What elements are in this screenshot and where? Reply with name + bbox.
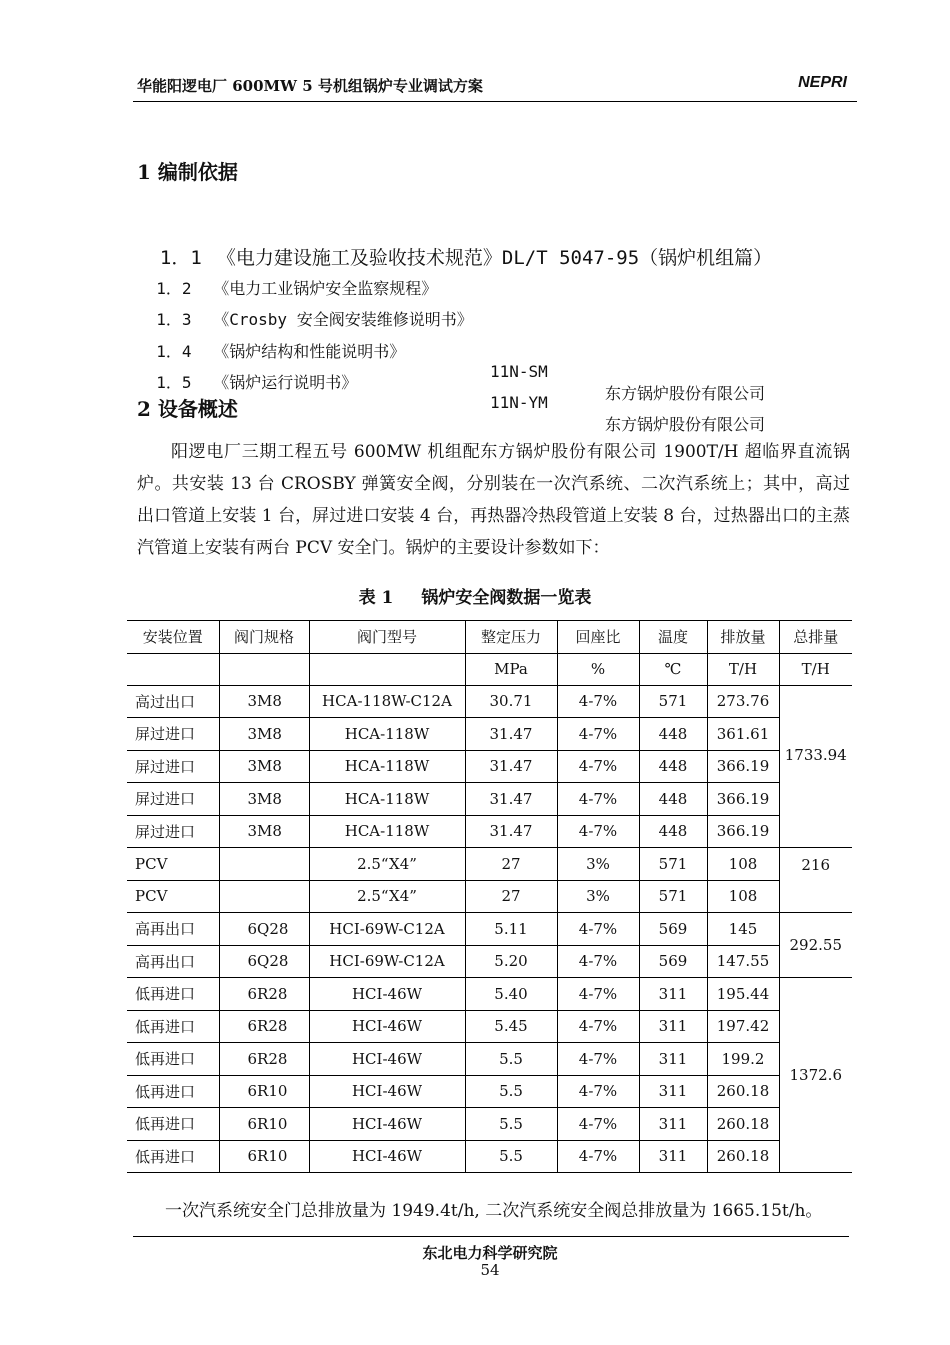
cell-temperature: 311 <box>639 1075 707 1108</box>
cell-model: HCA-118W-C12A <box>309 685 465 718</box>
cell-spec <box>219 848 309 881</box>
table-row <box>127 815 852 848</box>
cell-location: 低再进口 <box>127 1010 219 1043</box>
cell-ratio: 4-7% <box>557 945 639 978</box>
cell-location: 高再出口 <box>127 945 219 978</box>
cell-discharge: 273.76 <box>707 685 779 718</box>
cell-pressure: 27 <box>465 848 557 881</box>
cell-model: HCA-118W <box>309 815 465 848</box>
cell-pressure: 5.5 <box>465 1075 557 1108</box>
cell-location: 屏过进口 <box>127 815 219 848</box>
cell-model: HCA-118W <box>309 718 465 751</box>
cell-temperature: 569 <box>639 913 707 946</box>
cell-location: 高再出口 <box>127 913 219 946</box>
cell-model: HCA-118W <box>309 750 465 783</box>
cell-temperature: 311 <box>639 1043 707 1076</box>
cell-discharge: 197.42 <box>707 1010 779 1043</box>
cell-temperature: 311 <box>639 1108 707 1141</box>
cell-discharge: 366.19 <box>707 783 779 816</box>
column-header: 安装位置 <box>127 621 219 654</box>
cell-discharge: 366.19 <box>707 815 779 848</box>
cell-spec: 6Q28 <box>219 913 309 946</box>
table-row <box>127 1108 852 1141</box>
cell-discharge: 260.18 <box>707 1108 779 1141</box>
cell-model: HCI-46W <box>309 1108 465 1141</box>
cell-pressure: 31.47 <box>465 815 557 848</box>
reference-title: 《锅炉结构和性能说明书》 <box>213 342 406 361</box>
cell-model: HCI-69W-C12A <box>309 945 465 978</box>
reference-number: 1．1 <box>159 247 202 269</box>
cell-spec: 6R28 <box>219 978 309 1011</box>
cell-location: PCV <box>127 880 219 913</box>
cell-model: HCA-118W <box>309 783 465 816</box>
cell-discharge: 195.44 <box>707 978 779 1011</box>
cell-spec: 3M8 <box>219 783 309 816</box>
cell-total-discharge: 1733.94 <box>779 685 852 848</box>
cell-model: HCI-46W <box>309 1010 465 1043</box>
cell-spec: 6R28 <box>219 1043 309 1076</box>
reference-code: 11N-YM <box>490 393 548 412</box>
cell-ratio: 3% <box>557 848 639 881</box>
cell-total-discharge: 292.55 <box>779 913 852 978</box>
cell-pressure: 30.71 <box>465 685 557 718</box>
cell-temperature: 448 <box>639 815 707 848</box>
cell-ratio: 4-7% <box>557 1010 639 1043</box>
cell-location: 屏过进口 <box>127 718 219 751</box>
cell-discharge: 361.61 <box>707 718 779 751</box>
reference-number: 1．2 <box>156 279 192 298</box>
reference-org: 东方锅炉股份有限公司 <box>605 415 766 434</box>
unit-cell: T/H <box>779 653 852 685</box>
page-number: 54 <box>480 1261 500 1279</box>
cell-spec: 3M8 <box>219 750 309 783</box>
cell-temperature: 571 <box>639 685 707 718</box>
cell-pressure: 5.20 <box>465 945 557 978</box>
cell-pressure: 5.11 <box>465 913 557 946</box>
cell-ratio: 4-7% <box>557 1043 639 1076</box>
cell-temperature: 448 <box>639 783 707 816</box>
cell-ratio: 4-7% <box>557 1075 639 1108</box>
cell-total-discharge: 216 <box>779 848 852 913</box>
column-header: 整定压力 <box>465 621 557 654</box>
cell-pressure: 5.5 <box>465 1043 557 1076</box>
cell-temperature: 569 <box>639 945 707 978</box>
cell-ratio: 4-7% <box>557 978 639 1011</box>
cell-location: 高过出口 <box>127 685 219 718</box>
cell-location: 低再进口 <box>127 978 219 1011</box>
cell-temperature: 448 <box>639 750 707 783</box>
column-header: 总排量 <box>779 621 852 654</box>
cell-temperature: 311 <box>639 978 707 1011</box>
cell-pressure: 5.45 <box>465 1010 557 1043</box>
cell-spec: 6Q28 <box>219 945 309 978</box>
table-row <box>127 945 852 978</box>
cell-pressure: 31.47 <box>465 783 557 816</box>
table-row <box>127 880 852 913</box>
cell-spec: 3M8 <box>219 815 309 848</box>
cell-location: 低再进口 <box>127 1140 219 1173</box>
table-row <box>127 1140 852 1173</box>
cell-pressure: 27 <box>465 880 557 913</box>
column-header: 回座比 <box>557 621 639 654</box>
cell-pressure: 5.5 <box>465 1108 557 1141</box>
table-caption <box>0 583 950 608</box>
header-brand: NEPRI <box>798 74 847 91</box>
safety-valve-table <box>127 620 852 1173</box>
cell-pressure: 31.47 <box>465 718 557 751</box>
table-row <box>127 1043 852 1076</box>
table-row <box>127 718 852 751</box>
table-row <box>127 685 852 718</box>
footer-rule <box>133 1236 849 1237</box>
cell-model: HCI-46W <box>309 1043 465 1076</box>
reference-title: 《电力建设施工及验收技术规范》DL/T 5047-95（锅炉机组篇） <box>216 247 773 269</box>
cell-temperature: 571 <box>639 848 707 881</box>
cell-location: 屏过进口 <box>127 783 219 816</box>
table-row <box>127 783 852 816</box>
cell-ratio: 3% <box>557 880 639 913</box>
cell-discharge: 108 <box>707 880 779 913</box>
table-caption-number: 表 1 <box>358 588 394 608</box>
reference-title: 《Crosby 安全阀安装维修说明书》 <box>213 310 473 329</box>
cell-pressure: 31.47 <box>465 750 557 783</box>
unit-cell <box>309 653 465 685</box>
unit-cell: MPa <box>465 653 557 685</box>
column-header: 温度 <box>639 621 707 654</box>
reference-title: 《电力工业锅炉安全监察规程》 <box>213 279 438 298</box>
cell-pressure: 5.5 <box>465 1140 557 1173</box>
reference-number: 1．4 <box>156 342 192 361</box>
header-rule <box>133 101 857 102</box>
table-header-row <box>127 621 852 654</box>
footer-organization: 东北电力科学研究院 <box>422 1244 558 1262</box>
cell-spec: 3M8 <box>219 685 309 718</box>
reference-org: 东方锅炉股份有限公司 <box>605 384 766 403</box>
cell-model: HCI-46W <box>309 978 465 1011</box>
section-1-heading: 1 编制依据 <box>137 160 238 184</box>
cell-ratio: 4-7% <box>557 1140 639 1173</box>
cell-ratio: 4-7% <box>557 1108 639 1141</box>
cell-temperature: 448 <box>639 718 707 751</box>
cell-model: 2.5“X4” <box>309 880 465 913</box>
cell-spec: 6R28 <box>219 1010 309 1043</box>
unit-cell: T/H <box>707 653 779 685</box>
cell-discharge: 199.2 <box>707 1043 779 1076</box>
cell-location: 低再进口 <box>127 1043 219 1076</box>
cell-discharge: 260.18 <box>707 1075 779 1108</box>
table-caption-title: 锅炉安全阀数据一览表 <box>421 588 592 608</box>
cell-discharge: 108 <box>707 848 779 881</box>
column-header: 阀门规格 <box>219 621 309 654</box>
reference-title: 《锅炉运行说明书》 <box>213 373 358 392</box>
table-row <box>127 1010 852 1043</box>
unit-cell <box>127 653 219 685</box>
column-header: 阀门型号 <box>309 621 465 654</box>
cell-ratio: 4-7% <box>557 913 639 946</box>
table-row <box>127 750 852 783</box>
table-row <box>127 913 852 946</box>
cell-temperature: 571 <box>639 880 707 913</box>
reference-code: 11N-SM <box>490 362 548 381</box>
cell-location: 屏过进口 <box>127 750 219 783</box>
cell-discharge: 366.19 <box>707 750 779 783</box>
cell-spec: 6R10 <box>219 1075 309 1108</box>
unit-cell: % <box>557 653 639 685</box>
cell-spec: 6R10 <box>219 1140 309 1173</box>
cell-spec: 3M8 <box>219 718 309 751</box>
cell-ratio: 4-7% <box>557 815 639 848</box>
cell-location: 低再进口 <box>127 1075 219 1108</box>
cell-model: HCI-46W <box>309 1075 465 1108</box>
cell-temperature: 311 <box>639 1140 707 1173</box>
unit-cell <box>219 653 309 685</box>
table-units-row <box>127 653 852 685</box>
section-2-heading: 2 设备概述 <box>137 397 238 421</box>
cell-temperature: 311 <box>639 1010 707 1043</box>
cell-location: PCV <box>127 848 219 881</box>
cell-model: HCI-69W-C12A <box>309 913 465 946</box>
cell-total-discharge: 1372.6 <box>779 978 852 1173</box>
reference-number: 1．3 <box>156 310 192 329</box>
cell-spec <box>219 880 309 913</box>
cell-location: 低再进口 <box>127 1108 219 1141</box>
cell-discharge: 147.55 <box>707 945 779 978</box>
column-header: 排放量 <box>707 621 779 654</box>
unit-cell: ℃ <box>639 653 707 685</box>
cell-model: HCI-46W <box>309 1140 465 1173</box>
summary-text: 一次汽系统安全门总排放量为 1949.4t/h, 二次汽系统安全阀总排放量为 1665.15t/h。 <box>165 1201 823 1221</box>
header-title: 华能阳逻电厂 600MW 5 号机组锅炉专业调试方案 <box>137 77 483 95</box>
cell-ratio: 4-7% <box>557 685 639 718</box>
cell-spec: 6R10 <box>219 1108 309 1141</box>
cell-model: 2.5“X4” <box>309 848 465 881</box>
cell-pressure: 5.40 <box>465 978 557 1011</box>
table-row <box>127 1075 852 1108</box>
cell-ratio: 4-7% <box>557 783 639 816</box>
cell-ratio: 4-7% <box>557 750 639 783</box>
cell-discharge: 145 <box>707 913 779 946</box>
reference-number: 1．5 <box>156 373 192 392</box>
body-paragraph: 阳逻电厂三期工程五号 600MW 机组配东方锅炉股份有限公司 1900T/H 超临界直流锅炉。共安装 13 台 CROSBY 弹簧安全阀，分别装在一次汽系统、二次汽系统上；其中，高过出口管道上安装 1 台，屏过进口安装 4 台，再热器冷热段管道上安装 8 台，过热器出口的主蒸汽管道上安装有两台 PCV 安全门。锅炉的主要设计参数如下： <box>137 442 850 558</box>
cell-ratio: 4-7% <box>557 718 639 751</box>
table-row <box>127 978 852 1011</box>
cell-discharge: 260.18 <box>707 1140 779 1173</box>
table-row <box>127 848 852 881</box>
